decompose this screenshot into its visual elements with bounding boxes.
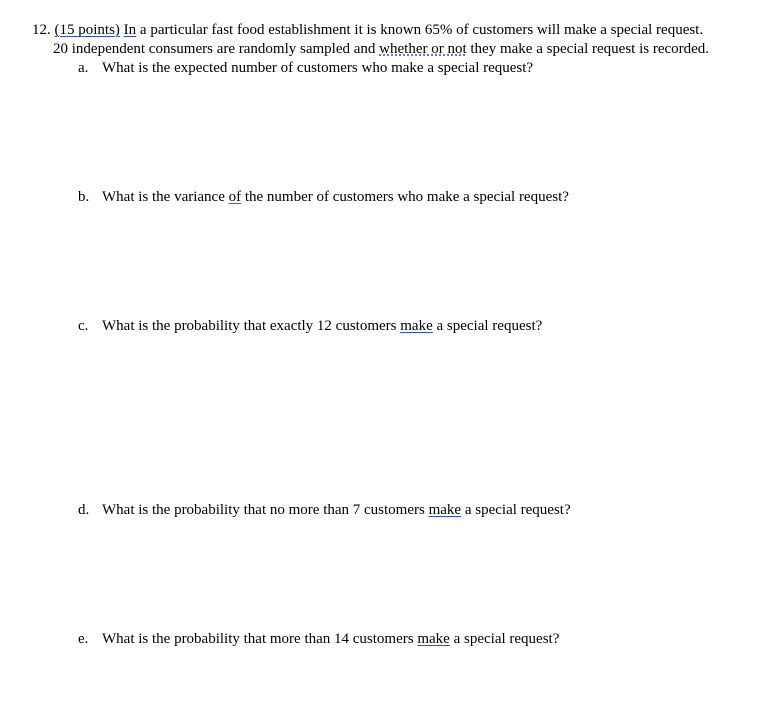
part-c-letter: c.	[78, 318, 89, 334]
part-e-letter: e.	[78, 631, 89, 647]
part-c-text-before: What is the probability that exactly 12 customers	[102, 318, 401, 334]
question-header	[32, 21, 703, 39]
question-line2-part1: 20 independent consumers are randomly sampled and	[53, 41, 380, 57]
part-e-text-before: What is the probability that more than 14 customers	[102, 631, 418, 647]
question-line2-underlined: whether or not	[379, 41, 467, 57]
part-d-text	[102, 501, 571, 519]
question-line2-part2: they make a special request is recorded.	[466, 41, 710, 57]
question-intro-underlined: In	[123, 22, 137, 38]
part-b-text	[102, 188, 569, 206]
part-c-text-marked: make	[400, 318, 433, 334]
part-a-text: What is the expected number of customers who make a special request?	[102, 60, 534, 76]
part-d-letter: d.	[78, 502, 90, 518]
part-b-text-after: the number of customers who make a special request?	[241, 189, 569, 205]
question-intro-rest: a particular fast food establishment it is known 65% of customers will make a special request.	[136, 22, 704, 38]
part-e-text-after: a special request?	[449, 631, 560, 647]
part-d-text-marked: make	[428, 502, 462, 518]
question-points: (15 points)	[54, 22, 120, 38]
part-b-text-before: What is the variance	[102, 189, 229, 205]
question-continuation	[53, 40, 709, 58]
part-e-text	[102, 630, 559, 648]
part-c-text	[102, 317, 542, 335]
part-e-text-marked: make	[417, 631, 450, 647]
part-b-letter: b.	[78, 189, 90, 205]
question-number: 12.	[32, 22, 51, 38]
part-a-letter: a.	[78, 60, 89, 76]
part-b-text-marked: of	[228, 189, 242, 205]
part-d-text-before: What is the probability that no more than 7 customers	[102, 502, 429, 518]
part-c-text-after: a special request?	[432, 318, 543, 334]
part-d-text-after: a special request?	[461, 502, 571, 518]
